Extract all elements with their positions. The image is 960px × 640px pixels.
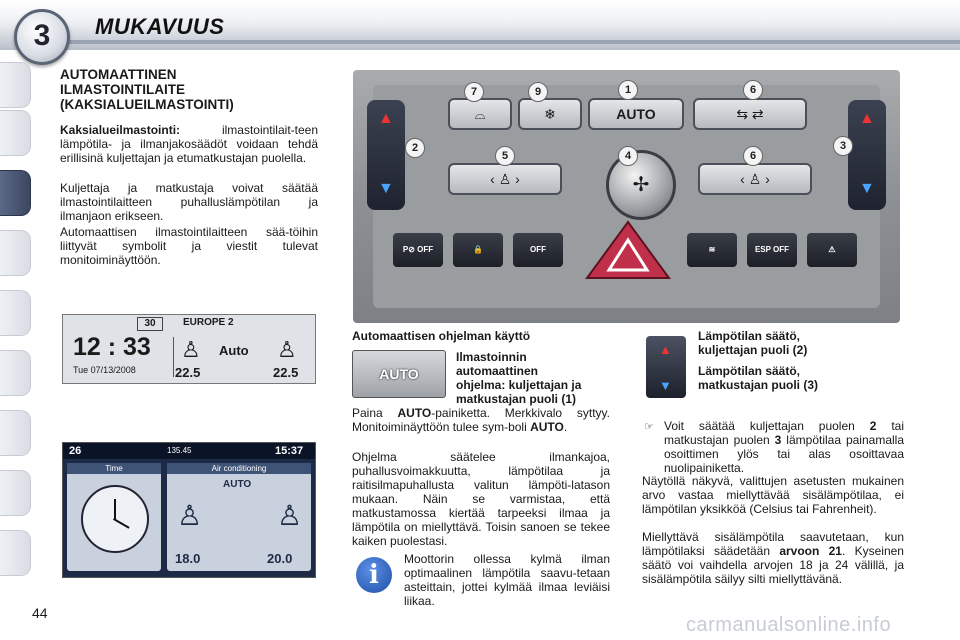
- air-distribution-button[interactable]: [448, 163, 562, 195]
- airbag-icon: ⚠: [828, 245, 836, 254]
- chapter-tab-1[interactable]: [0, 62, 31, 108]
- arrow-down-icon: ▼: [659, 378, 672, 393]
- section-title-line: AUTOMAATTINEN: [60, 67, 177, 82]
- section-title-line: (KAKSIALUEILMASTOINTI): [60, 97, 234, 112]
- section-title-line: ILMASTOINTILAITE: [60, 82, 185, 97]
- heated-rear-icon: ≋: [708, 245, 716, 254]
- sensor-off-icon: OFF: [530, 245, 546, 254]
- windscreen-icon: ⌓: [474, 106, 486, 122]
- temperature-left: 22.5: [175, 365, 201, 380]
- radio-preset: 30: [137, 317, 163, 331]
- chapter-tab-3-active[interactable]: [0, 170, 31, 216]
- chapter-number-badge: 3: [14, 9, 70, 65]
- ac-mode: AUTO: [223, 479, 252, 490]
- display-divider: [173, 337, 174, 377]
- info-note: Moottorin ollessa kylmä ilman optimaalinen lämpötila saavu-tetaan asteittain, jottei kylmää ilmaa leviäisi liikaa.: [404, 552, 610, 608]
- chapter-tab-8[interactable]: [0, 470, 31, 516]
- ac-panel-title: Air conditioning: [167, 463, 311, 474]
- windscreen-demist-button[interactable]: [448, 98, 512, 130]
- text: Paina: [352, 406, 398, 420]
- airbag-button[interactable]: [807, 233, 857, 267]
- hazard-button[interactable]: [585, 220, 671, 280]
- callout-number: 9: [528, 82, 548, 102]
- text: Voit säätää kuljettajan puolen: [664, 419, 870, 433]
- auto-keyword: AUTO: [397, 406, 432, 420]
- auto-program-heading: Automaattisen ohjelman käyttö: [352, 329, 531, 343]
- intro-bold: Kaksialueilmastointi:: [60, 123, 181, 137]
- auto-button[interactable]: [588, 98, 684, 130]
- auto-keyword: AUTO: [530, 420, 564, 434]
- callout-number: 3: [833, 136, 853, 156]
- arrow-down-icon[interactable]: ▼: [378, 180, 394, 197]
- fan-speed-icon: ‹ ♙ ›: [740, 171, 770, 187]
- clock-hand: [114, 499, 116, 520]
- chapter-tab-2[interactable]: [0, 110, 31, 156]
- chapter-tab-5[interactable]: [0, 290, 31, 336]
- arrow-up-icon: ▲: [659, 342, 672, 357]
- fan-speed-button[interactable]: [698, 163, 812, 195]
- passenger-temperature-buttons[interactable]: [848, 100, 886, 210]
- program-title-line: ohjelma: kuljettajan ja: [456, 378, 582, 392]
- paragraph-2: Kuljettaja ja matkustaja voivat säätää ilmastointilaitteen puhalluslämpötilan ja ilmanjaon erikseen.: [60, 181, 318, 223]
- snowflake-icon: ❄: [544, 106, 556, 122]
- station-name: EUROPE 2: [183, 317, 234, 328]
- ref-number: 2: [869, 419, 877, 433]
- ref-number: 3: [774, 433, 782, 447]
- lock-icon: 🔒: [473, 245, 483, 254]
- fan-icon: ✢: [632, 174, 650, 196]
- ac-temperature-left: 18.0: [175, 551, 201, 566]
- text: -painiketta. Merkkivalo syttyy. Monitoiminäyttöön tulee sym-boli: [352, 406, 610, 434]
- program-title-line: matkustajan puoli (1): [456, 392, 577, 406]
- park-off-icon: P⊘ OFF: [402, 245, 434, 254]
- time-panel-title: Time: [67, 463, 161, 474]
- status-middle: 135.45: [167, 446, 192, 455]
- esp-off-button[interactable]: [747, 233, 797, 267]
- paragraph-3: Automaattisen ilmastointilaitteen sää-töihin liittyvät symbolit ja viestit tulevat monitoiminäyttöön.: [60, 225, 318, 267]
- chapter-title: MUKAVUUS: [95, 14, 225, 39]
- arrow-up-icon[interactable]: ▲: [378, 110, 394, 127]
- auto-button-image: [352, 350, 446, 398]
- driver-temperature-buttons[interactable]: [367, 100, 405, 210]
- info-icon: i: [356, 557, 392, 593]
- arrow-down-icon[interactable]: ▼: [859, 180, 875, 197]
- ac-temperature-right: 20.0: [267, 551, 293, 566]
- seat-airflow-left-icon: ♙: [177, 500, 203, 531]
- callout-number: 6: [743, 146, 763, 166]
- text: tai matkustajan puolen: [664, 419, 904, 447]
- passenger-temperature-heading: [698, 364, 898, 392]
- auto-button-label: AUTO: [616, 106, 656, 122]
- header-rule: [60, 40, 960, 44]
- text: . Kyseinen säätö voi vaihdella arvojen 18 ja 24 välillä, ja sisälämpötila säilyy silti miellyttävänä.: [642, 544, 904, 586]
- driver-temperature-heading: [698, 329, 898, 357]
- value-keyword: arvoon 21: [779, 544, 842, 558]
- heading-line: Lämpötilan säätö,: [698, 364, 801, 378]
- recirculation-icon: ⇆ ⇄: [736, 106, 764, 122]
- time-panel: [67, 463, 161, 571]
- seat-airflow-right-icon: ♙: [277, 337, 297, 362]
- air-conditioning-panel: [167, 463, 311, 571]
- heading-line: matkustajan puoli (3): [698, 378, 819, 392]
- heading-line: Lämpötilan säätö,: [698, 329, 801, 343]
- temperature-instructions: [664, 419, 904, 475]
- status-left: 26: [69, 445, 82, 457]
- clock-time: 12 : 33: [73, 333, 151, 361]
- climate-control-panel: [353, 70, 900, 323]
- display-value-paragraph: Näytöllä näkyvä, valittujen asetusten mukainen arvo vastaa miellyttävää sisälämpötilaa, ei lämpötilan yksikköä (Celsius tai Fahrenheit).: [642, 474, 904, 516]
- callout-number: 1: [618, 80, 638, 100]
- climate-mode: Auto: [219, 343, 249, 358]
- recirculation-button[interactable]: [693, 98, 807, 130]
- auto-description-paragraph: Ohjelma säätelee ilmankajoa, puhallusvoimakkuutta, lämpötilaa ja raitisilmapuhallusta valitun lämpöti-latason mukaan. Näin se varmistaa, että matkustamossa kiertää tarpeeksi ilmaa ja lämpötila on miellyttävä. Toisin sanoen se tekee kaiken puolestasi.: [352, 450, 610, 548]
- air-distribution-icon: ‹ ♙ ›: [490, 171, 520, 187]
- sensor-off-button[interactable]: [513, 233, 563, 267]
- callout-number: 6: [743, 80, 763, 100]
- text: .: [563, 420, 568, 434]
- pointing-hand-icon: ☞: [644, 421, 654, 433]
- temperature-right: 22.5: [273, 365, 299, 380]
- program-title-line: automaattinen: [456, 364, 539, 378]
- clock-date: Tue 07/13/2008: [73, 365, 136, 375]
- page-number: 44: [32, 605, 48, 621]
- program-title-line: Ilmastoinnin: [456, 350, 527, 364]
- watermark: carmanualsonline.info: [686, 614, 892, 636]
- chapter-tab-4[interactable]: [0, 230, 31, 276]
- callout-number: 4: [618, 146, 638, 166]
- text: Miellyttävä sisälämpötila saavutetaan, kun lämpötilaksi säädetään: [642, 530, 904, 558]
- arrow-up-icon[interactable]: ▲: [859, 110, 875, 127]
- comfort-paragraph: [642, 530, 904, 586]
- heading-line: kuljettajan puoli (2): [698, 343, 808, 357]
- chapter-tab-7[interactable]: [0, 410, 31, 456]
- chapter-tab-6[interactable]: [0, 350, 31, 396]
- analog-clock-icon: [81, 485, 149, 553]
- park-sensor-off-button[interactable]: [393, 233, 443, 267]
- clock-hand: [113, 518, 130, 529]
- auto-program-title: [456, 350, 616, 406]
- callout-number: 2: [405, 138, 425, 158]
- ac-off-button[interactable]: [518, 98, 582, 130]
- seat-airflow-right-icon: ♙: [277, 500, 303, 531]
- intro-text: ilmastointilait-teen lämpötila- ja ilmanjakosäädöt voidaan tehdä erillisinä kuljettajan ja etumatkustajan puolella.: [60, 123, 318, 165]
- heated-rear-button[interactable]: [687, 233, 737, 267]
- multifunction-display-2: [62, 442, 316, 578]
- text: lämpötilaa painamalla osoittimen ylös tai alas osoittavaa nuolipainiketta.: [664, 433, 904, 475]
- intro-paragraph: [60, 123, 318, 165]
- auto-image-label: AUTO: [379, 366, 419, 382]
- auto-instructions-paragraph: [352, 406, 610, 434]
- central-lock-button[interactable]: [453, 233, 503, 267]
- temperature-button-image: [646, 336, 686, 398]
- section-title: [60, 67, 320, 112]
- callout-number: 5: [495, 146, 515, 166]
- status-clock: 15:37: [275, 445, 304, 457]
- esp-off-icon: ESP OFF: [754, 245, 790, 254]
- callout-number: 7: [464, 82, 484, 102]
- fan-knob[interactable]: [606, 150, 676, 220]
- multifunction-display-1: [62, 314, 316, 384]
- seat-airflow-left-icon: ♙: [181, 337, 201, 362]
- chapter-tab-9[interactable]: [0, 530, 31, 576]
